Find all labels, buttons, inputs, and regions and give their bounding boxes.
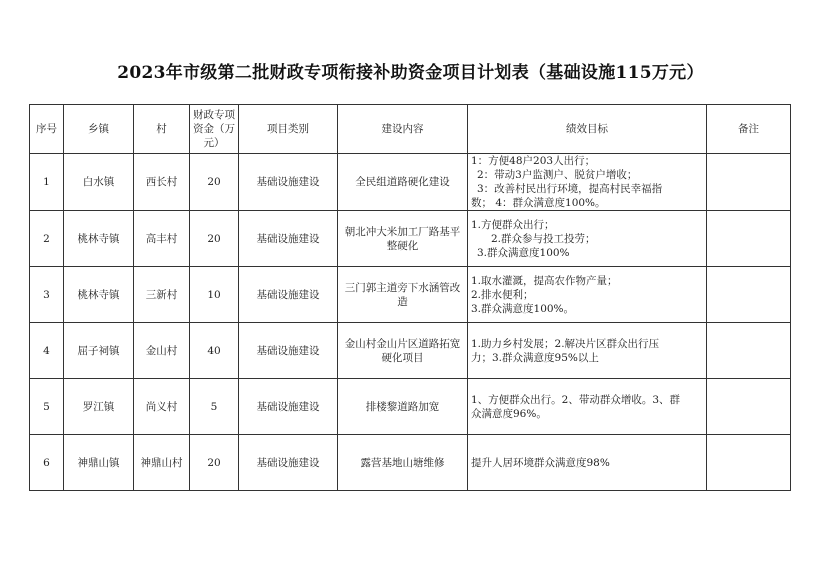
cell-target <box>468 211 707 267</box>
cell-target <box>468 154 707 211</box>
cell-target <box>468 267 707 323</box>
cell-content: 朝北冲大米加工厂路基平整硬化 <box>338 211 468 267</box>
cell-town: 桃林寺镇 <box>64 211 134 267</box>
cell-seq: 4 <box>30 323 64 379</box>
cell-target <box>468 379 707 435</box>
cell-category: 基础设施建设 <box>239 154 338 211</box>
table-header-row <box>30 105 791 154</box>
target-line: 3.群众满意度100%。 <box>471 302 575 315</box>
cell-seq: 5 <box>30 379 64 435</box>
cell-town: 屈子祠镇 <box>64 323 134 379</box>
cell-category: 基础设施建设 <box>239 379 338 435</box>
cell-fund: 20 <box>190 154 239 211</box>
header-category: 项目类别 <box>239 105 338 154</box>
cell-town: 桃林寺镇 <box>64 267 134 323</box>
cell-remark <box>707 435 791 491</box>
cell-target <box>468 323 707 379</box>
table-row <box>30 379 791 435</box>
target-line: 2.排水便利； <box>471 288 534 301</box>
cell-seq: 6 <box>30 435 64 491</box>
plan-table <box>29 104 791 491</box>
target-line: 提升人居环境群众满意度98% <box>471 456 610 469</box>
cell-content: 排楼黎道路加宽 <box>338 379 468 435</box>
table-row <box>30 267 791 323</box>
cell-town: 罗江镇 <box>64 379 134 435</box>
target-line: 2：带动3户监测户、脱贫户增收； <box>477 169 638 181</box>
target-line: 1.取水灌溉，提高农作物产量； <box>471 274 618 287</box>
target-line: 1：方便48户203人出行； <box>471 155 596 167</box>
cell-target <box>468 435 707 491</box>
cell-seq: 1 <box>30 154 64 211</box>
cell-remark <box>707 323 791 379</box>
cell-seq: 2 <box>30 211 64 267</box>
table-row <box>30 435 791 491</box>
cell-village: 三新村 <box>134 267 190 323</box>
cell-town: 神鼎山镇 <box>64 435 134 491</box>
cell-remark <box>707 154 791 211</box>
cell-village: 高丰村 <box>134 211 190 267</box>
header-town: 乡镇 <box>64 105 134 154</box>
target-line: 2.群众参与投工投劳； <box>491 232 596 245</box>
header-remark: 备注 <box>707 105 791 154</box>
header-content: 建设内容 <box>338 105 468 154</box>
cell-seq: 3 <box>30 267 64 323</box>
cell-village: 神鼎山村 <box>134 435 190 491</box>
cell-category: 基础设施建设 <box>239 267 338 323</box>
cell-remark <box>707 211 791 267</box>
target-line: 3：改善村民出行环境，提高村民幸福指 <box>477 183 663 195</box>
target-line: 力；3.群众满意度95%以上 <box>471 351 599 364</box>
header-fund: 财政专项资金（万元） <box>190 105 239 154</box>
cell-fund: 20 <box>190 435 239 491</box>
cell-fund: 40 <box>190 323 239 379</box>
cell-fund: 10 <box>190 267 239 323</box>
cell-remark <box>707 267 791 323</box>
cell-village: 西长村 <box>134 154 190 211</box>
cell-village: 金山村 <box>134 323 190 379</box>
cell-village: 尚义村 <box>134 379 190 435</box>
cell-category: 基础设施建设 <box>239 435 338 491</box>
cell-content: 全民组道路硬化建设 <box>338 154 468 211</box>
header-target: 绩效目标 <box>468 105 707 154</box>
target-line: 1、方便群众出行。2、带动群众增收。3、群 <box>471 393 681 406</box>
table-row <box>30 154 791 211</box>
cell-category: 基础设施建设 <box>239 323 338 379</box>
target-line: 数； 4：群众满意度100%。 <box>471 197 606 209</box>
cell-fund: 20 <box>190 211 239 267</box>
table-row <box>30 211 791 267</box>
cell-remark <box>707 379 791 435</box>
page-title: 2023年市级第二批财政专项衔接补助资金项目计划表（基础设施115万元） <box>117 63 704 83</box>
cell-content: 露营基地山塘维修 <box>338 435 468 491</box>
cell-content: 三门郭主道旁下水涵管改造 <box>338 267 468 323</box>
header-seq: 序号 <box>30 105 64 154</box>
cell-category: 基础设施建设 <box>239 211 338 267</box>
target-line: 众满意度96%。 <box>471 407 547 420</box>
cell-content: 金山村金山片区道路拓宽硬化项目 <box>338 323 468 379</box>
header-village: 村 <box>134 105 190 154</box>
cell-fund: 5 <box>190 379 239 435</box>
target-line: 3.群众满意度100% <box>477 246 570 259</box>
target-line: 1.方便群众出行； <box>471 218 555 231</box>
target-line: 1.助力乡村发展；2.解决片区群众出行压 <box>471 337 660 350</box>
cell-town: 白水镇 <box>64 154 134 211</box>
table-row <box>30 323 791 379</box>
